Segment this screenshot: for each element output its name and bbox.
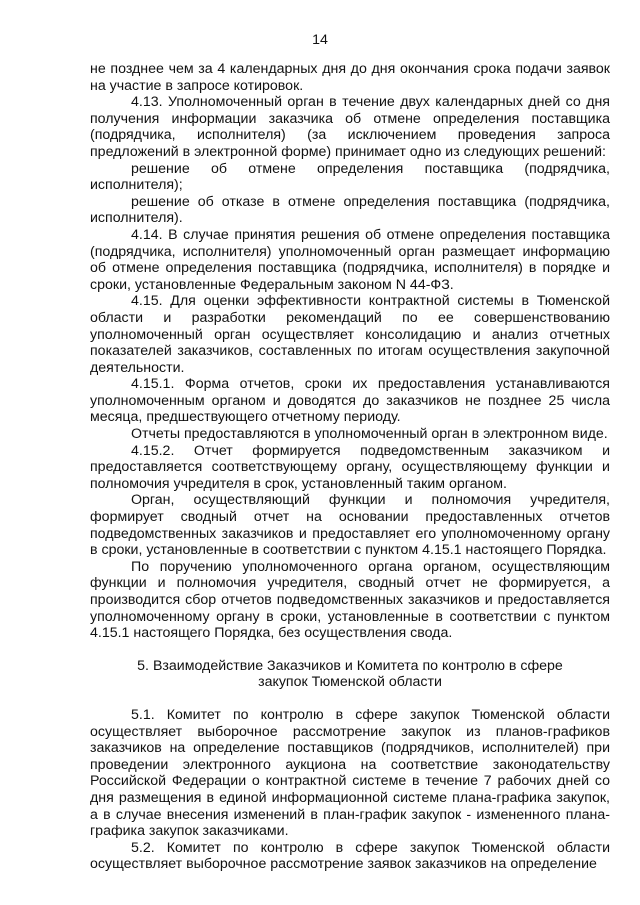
- paragraph: решение об отказе в отмене определения поставщика (подрядчика, исполнителя).: [90, 193, 610, 227]
- paragraph: По поручению уполномоченного органа органом, осуществляющим функции и полномочия учредителя, сводный отчет не формируется, а производится сбор отчетов подведомственных заказчиков и предоставляется уполномоченному органу в сроки, установленные в соответствии с пунктом 4.15.1 настоящего Порядка, без осуществления свода.: [90, 558, 610, 642]
- section-heading-line-2: закупок Тюменской области: [258, 674, 442, 691]
- paragraph: 4.13. Уполномоченный орган в течение двух календарных дней со дня получения информации заказчика об отмене определения поставщика (подрядчика, исполнителя) (за исключением проведения запроса предложений в электронной форме) принимает одно из следующих решений:: [90, 94, 610, 160]
- paragraph: 4.15.2. Отчет формируется подведомственным заказчиком и предоставляется соответствующему органу, осуществляющему функции и полномочия учредителя в срок, установленный таким органом.: [90, 442, 610, 492]
- paragraph: Отчеты предоставляются в уполномоченный орган в электронном виде.: [131, 426, 608, 443]
- paragraph: Орган, осуществляющий функции и полномочия учредителя, формирует сводный отчет на основании предоставленных отчетов подведомственных заказчиков и предоставляет его уполномоченному органу в сроки, установленные в соответствии с пунктом 4.15.1 настоящего Порядка.: [90, 492, 610, 559]
- paragraph: не позднее чем за 4 календарных дня до дня окончания срока подачи заявок на участие в запросе котировок.: [90, 61, 610, 94]
- paragraph: 4.14. В случае принятия решения об отмене определения поставщика (подрядчика, исполнителя) уполномоченный орган размещает информацию об отмене определения поставщика (подрядчика, исполнителя) в порядке и сроки, установленные Федеральным законом N 44-ФЗ.: [90, 226, 610, 293]
- section-heading-line-1: 5. Взаимодействие Заказчиков и Комитета по контролю в сфере: [137, 657, 563, 674]
- document-body: [90, 61, 610, 873]
- paragraphs-bottom: [90, 707, 610, 873]
- paragraphs-top: [90, 61, 610, 642]
- paragraph: 5.1. Комитет по контролю в сфере закупок Тюменской области осуществляет выборочное рассмотрение закупок из планов-графиков заказчиков на определение поставщиков (подрядчиков, исполнителей) при проведении электронного аукциона на соответствие законодательству Российской Федерации о контрактной системе в течение 7 рабочих дней со дня размещения в единой информационной системе плана-графика закупок, а в случае внесения изменений в план-график закупок - измененного плана-графика закупок заказчиками.: [90, 706, 610, 840]
- paragraph: решение об отмене определения поставщика (подрядчика, исполнителя);: [90, 160, 610, 194]
- spacer: [90, 642, 610, 658]
- paragraph: 4.15.1. Форма отчетов, сроки их предоставления устанавливаются уполномоченным органом и доводятся до заказчиков не позднее 25 числа месяца, предшествующего отчетному периоду.: [90, 376, 610, 426]
- paragraph: 4.15. Для оценки эффективности контрактной системы в Тюменской области и разработки рекомендаций по ее совершенствованию уполномоченный орган осуществляет консолидацию и анализ отчетных показателей заказчиков, составленных по итогам осуществления закупочной деятельности.: [90, 293, 610, 376]
- spacer: [90, 691, 610, 707]
- paragraph: 5.2. Комитет по контролю в сфере закупок Тюменской области осуществляет выборочное рассмотрение заявок заказчиков на определение: [90, 839, 610, 873]
- page-number: 14: [312, 32, 328, 48]
